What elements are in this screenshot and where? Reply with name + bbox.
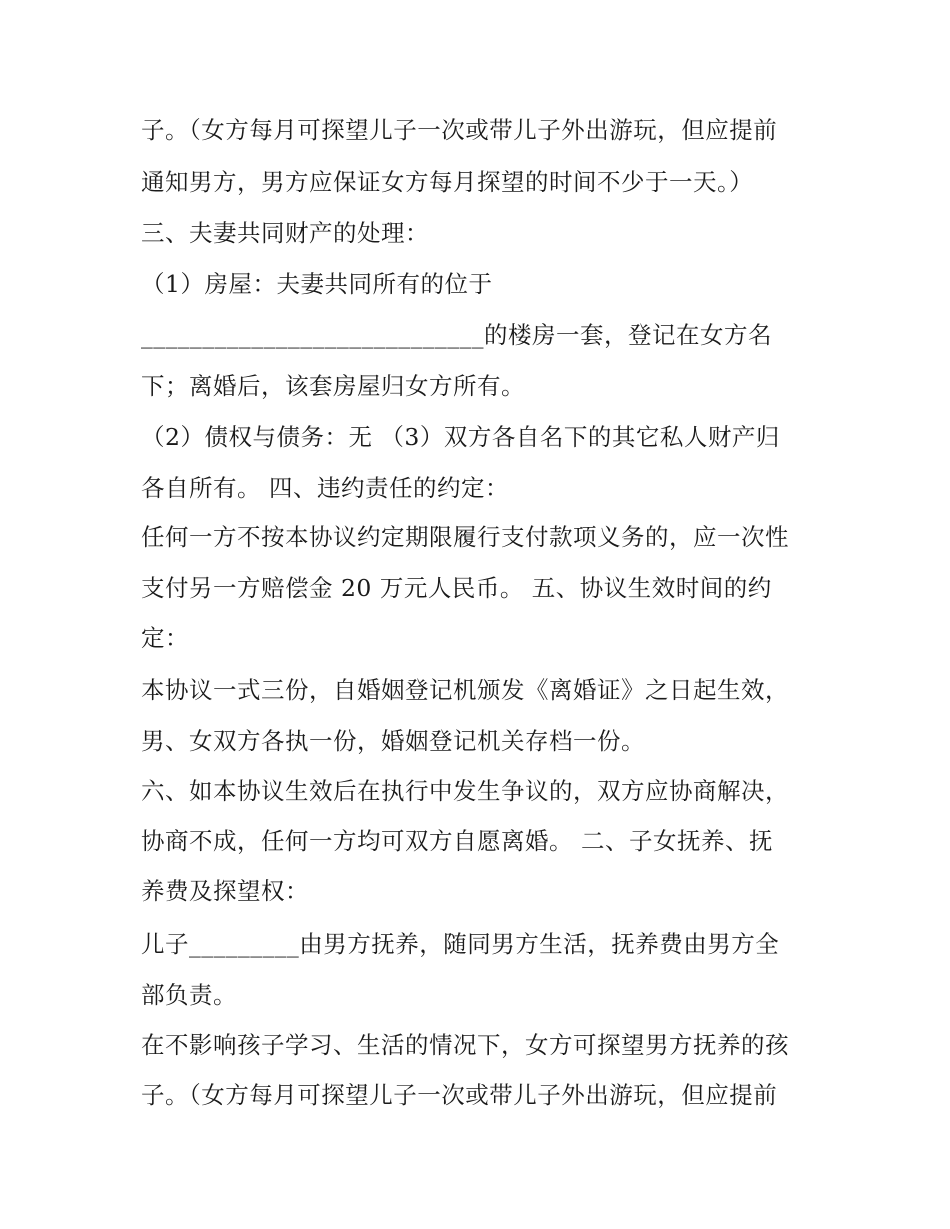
- text-line: 养费及探望权：: [141, 877, 309, 905]
- text-line: 三、夫妻共同财产的处理：: [141, 219, 429, 247]
- text-line: 本协议一式三份，自婚姻登记机颁发《离婚证》之日起生效，: [141, 676, 789, 704]
- text-line: （2）债权与债务：无 （3）双方各自名下的其它私人财产归: [141, 423, 780, 451]
- text-line: 六、如本协议生效后在执行中发生争议的，双方应协商解决，: [141, 777, 789, 805]
- text-line: 在不影响孩子学习、生活的情况下，女方可探望男方抚养的孩: [141, 1031, 789, 1059]
- text-line: ____________________________的楼房一套，登记在女方名: [141, 321, 772, 349]
- text-line: 支付另一方赔偿金 20 万元人民币。 五、协议生效时间的约: [141, 574, 772, 602]
- text-line: 子。（女方每月可探望儿子一次或带儿子外出游玩，但应提前: [141, 1081, 778, 1109]
- text-line: 儿子_________由男方抚养，随同男方生活，抚养费由男方全: [141, 930, 780, 958]
- text-line: 男、女双方各执一份，婚姻登记机关存档一份。: [141, 727, 645, 755]
- text-line: 协商不成，任何一方均可双方自愿离婚。 二、子女抚养、抚: [141, 827, 773, 855]
- text-line: 任何一方不按本协议约定期限履行支付款项义务的，应一次性: [141, 523, 789, 551]
- text-line: 部负责。: [141, 981, 237, 1009]
- text-line: （1）房屋：夫妻共同所有的位于: [141, 270, 493, 298]
- text-line: 各自所有。 四、违约责任的约定：: [141, 474, 509, 502]
- text-line: 定：: [141, 624, 189, 652]
- text-line: 下；离婚后，该套房屋归女方所有。: [141, 372, 525, 400]
- text-line: 通知男方，男方应保证女方每月探望的时间不少于一天。）: [141, 168, 754, 196]
- text-line: 子。（女方每月可探望儿子一次或带儿子外出游玩，但应提前: [141, 116, 778, 144]
